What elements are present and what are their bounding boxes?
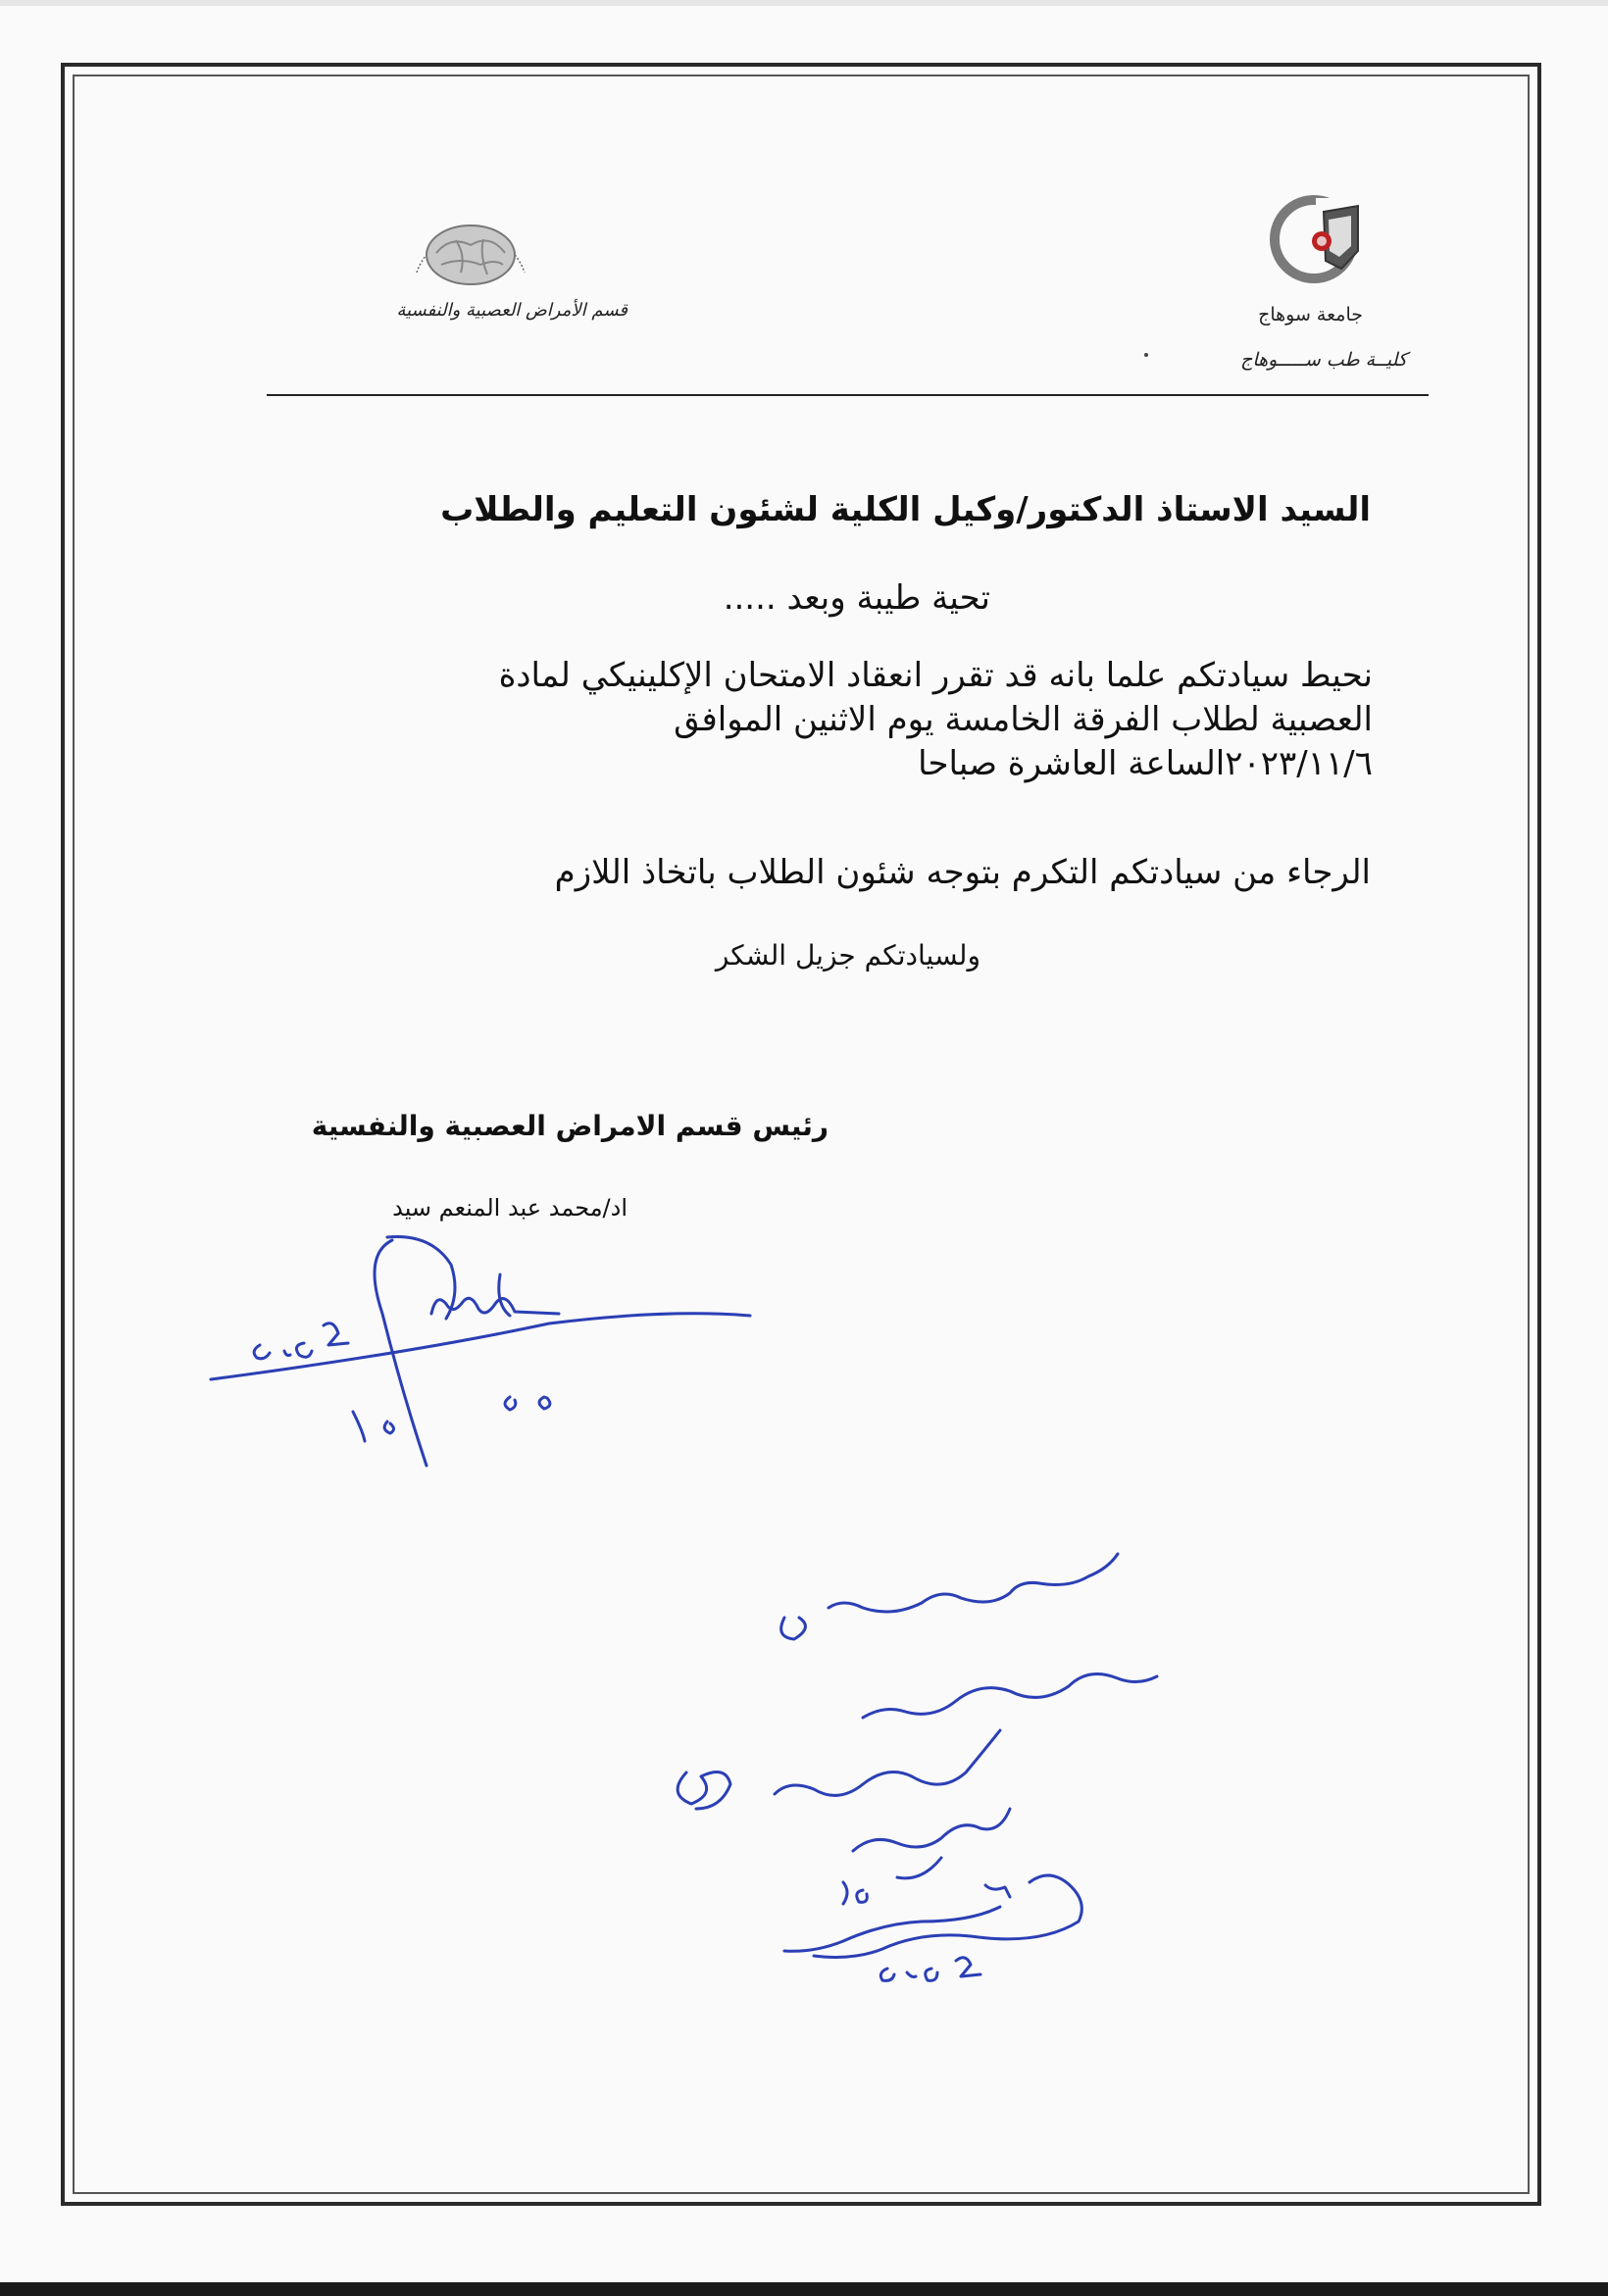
body-line-2: العصبية لطلاب الفرقة الخامسة يوم الاثنين الموافق <box>674 700 1373 739</box>
letter-greeting: تحية طيبة وبعد ..... <box>723 578 990 618</box>
university-name: جامعة سوهاج <box>1258 304 1363 325</box>
signatory-title: رئيس قسم الامراض العصبية والنفسية <box>311 1110 829 1142</box>
handwritten-signature <box>211 1237 750 1466</box>
letter-addressee: السيد الاستاذ الدكتور/وكيل الكلية لشئون التعليم والطلاب <box>440 490 1371 529</box>
letter-request: الرجاء من سيادتكم التكرم بتوجه شئون الطلاب باتخاذ اللازم <box>554 853 1371 892</box>
department-name: قسم الأمراض العصبية والنفسية <box>396 300 628 321</box>
body-line-3: ٢٠٢٣/١١/٦الساعة العاشرة صباحا <box>918 744 1373 783</box>
signatory-name: اد/محمد عبد المنعم سيد <box>392 1194 628 1222</box>
scan-edge-bottom <box>0 2282 1608 2296</box>
letter-thanks: ولسيادتكم جزيل الشكر <box>715 939 980 972</box>
handwritten-note <box>678 1554 1157 1980</box>
body-line-1: نحيط سيادتكم علما بانه قد تقرر انعقاد الامتحان الإكلينيكي لمادة <box>498 656 1373 695</box>
faculty-name: كليــة طب ســـــوهاج <box>1240 349 1407 371</box>
